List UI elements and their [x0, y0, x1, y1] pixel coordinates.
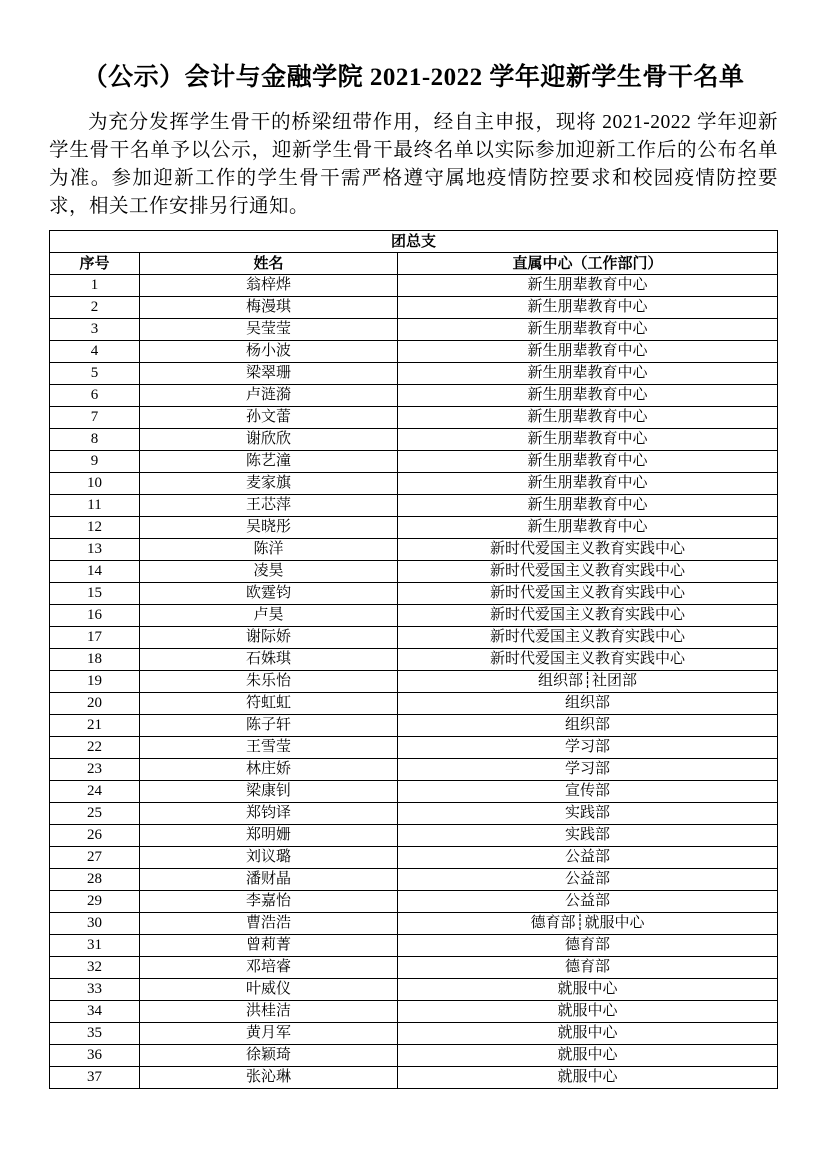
table-row — [49, 737, 777, 759]
table-row — [49, 847, 777, 869]
row-number-cell: 10 — [49, 473, 139, 495]
department-cell: 公益部 — [397, 869, 777, 891]
table-row — [49, 781, 777, 803]
department-cell: 就服中心 — [397, 979, 777, 1001]
row-number-cell: 26 — [49, 825, 139, 847]
name-cell: 陈艺潼 — [139, 451, 397, 473]
department-cell: 新生朋辈教育中心 — [397, 275, 777, 297]
table-row — [49, 715, 777, 737]
table-row — [49, 583, 777, 605]
name-cell: 符虹虹 — [139, 693, 397, 715]
table-row — [49, 935, 777, 957]
row-number-cell: 15 — [49, 583, 139, 605]
table-row — [49, 473, 777, 495]
row-number-cell: 13 — [49, 539, 139, 561]
table-row — [49, 539, 777, 561]
table-row — [49, 363, 777, 385]
column-header-dept: 直属中心（工作部门） — [397, 253, 777, 275]
name-cell: 邓培睿 — [139, 957, 397, 979]
name-cell: 卢昊 — [139, 605, 397, 627]
name-cell: 欧霆钧 — [139, 583, 397, 605]
table-row — [49, 759, 777, 781]
department-cell: 新生朋辈教育中心 — [397, 297, 777, 319]
name-cell: 孙文蕾 — [139, 407, 397, 429]
row-number-cell: 32 — [49, 957, 139, 979]
row-number-cell: 25 — [49, 803, 139, 825]
department-cell: 宣传部 — [397, 781, 777, 803]
row-number-cell: 14 — [49, 561, 139, 583]
department-cell: 新生朋辈教育中心 — [397, 473, 777, 495]
row-number-cell: 3 — [49, 319, 139, 341]
row-number-cell: 7 — [49, 407, 139, 429]
department-cell: 新生朋辈教育中心 — [397, 385, 777, 407]
table-row — [49, 649, 777, 671]
name-cell: 徐颖琦 — [139, 1045, 397, 1067]
row-number-cell: 9 — [49, 451, 139, 473]
table-row — [49, 341, 777, 363]
row-number-cell: 8 — [49, 429, 139, 451]
row-number-cell: 16 — [49, 605, 139, 627]
name-cell: 卢涟漪 — [139, 385, 397, 407]
row-number-cell: 37 — [49, 1067, 139, 1089]
roster-table-body — [49, 275, 777, 1089]
table-row — [49, 451, 777, 473]
name-cell: 王芯萍 — [139, 495, 397, 517]
department-cell: 组织部┊社团部 — [397, 671, 777, 693]
row-number-cell: 30 — [49, 913, 139, 935]
section-header-row — [49, 231, 777, 253]
table-row — [49, 825, 777, 847]
table-row — [49, 1001, 777, 1023]
row-number-cell: 5 — [49, 363, 139, 385]
table-row — [49, 891, 777, 913]
row-number-cell: 36 — [49, 1045, 139, 1067]
name-cell: 谢际娇 — [139, 627, 397, 649]
department-cell: 学习部 — [397, 737, 777, 759]
table-row — [49, 429, 777, 451]
page-title: （公示）会计与金融学院 2021-2022 学年迎新学生骨干名单 — [82, 64, 745, 91]
name-cell: 曹浩浩 — [139, 913, 397, 935]
name-cell: 王雪莹 — [139, 737, 397, 759]
name-cell: 洪桂洁 — [139, 1001, 397, 1023]
row-number-cell: 18 — [49, 649, 139, 671]
department-cell: 新生朋辈教育中心 — [397, 429, 777, 451]
department-cell: 就服中心 — [397, 1045, 777, 1067]
department-cell: 公益部 — [397, 891, 777, 913]
row-number-cell: 11 — [49, 495, 139, 517]
department-cell: 组织部 — [397, 715, 777, 737]
name-cell: 陈子轩 — [139, 715, 397, 737]
table-row — [49, 1067, 777, 1089]
department-cell: 新时代爱国主义教育实践中心 — [397, 539, 777, 561]
table-row — [49, 693, 777, 715]
name-cell: 翁梓烨 — [139, 275, 397, 297]
column-header-row — [49, 253, 777, 275]
row-number-cell: 24 — [49, 781, 139, 803]
department-cell: 德育部 — [397, 935, 777, 957]
department-cell: 实践部 — [397, 825, 777, 847]
row-number-cell: 17 — [49, 627, 139, 649]
department-cell: 就服中心 — [397, 1023, 777, 1045]
department-cell: 新时代爱国主义教育实践中心 — [397, 605, 777, 627]
table-row — [49, 517, 777, 539]
table-row — [49, 627, 777, 649]
row-number-cell: 27 — [49, 847, 139, 869]
name-cell: 陈洋 — [139, 539, 397, 561]
row-number-cell: 33 — [49, 979, 139, 1001]
name-cell: 梁康钊 — [139, 781, 397, 803]
row-number-cell: 20 — [49, 693, 139, 715]
department-cell: 德育部┊就服中心 — [397, 913, 777, 935]
name-cell: 梁翠珊 — [139, 363, 397, 385]
table-row — [49, 869, 777, 891]
column-header-no: 序号 — [49, 253, 139, 275]
department-cell: 德育部 — [397, 957, 777, 979]
column-header-name: 姓名 — [139, 253, 397, 275]
name-cell: 石姝琪 — [139, 649, 397, 671]
department-cell: 就服中心 — [397, 1001, 777, 1023]
department-cell: 学习部 — [397, 759, 777, 781]
department-cell: 新生朋辈教育中心 — [397, 319, 777, 341]
intro-paragraph: 为充分发挥学生骨干的桥梁纽带作用，经自主申报，现将 2021-2022 学年迎新学生骨干名单予以公示，迎新学生骨干最终名单以实际参加迎新工作后的公布名单为准。参加迎新工作的学生骨干需严格遵守属地疫情防控要求和校园疫情防控要求，相关工作安排另行通知。 — [49, 112, 778, 217]
department-cell: 公益部 — [397, 847, 777, 869]
name-cell: 吴莹莹 — [139, 319, 397, 341]
department-cell: 新时代爱国主义教育实践中心 — [397, 561, 777, 583]
table-row — [49, 297, 777, 319]
name-cell: 潘财晶 — [139, 869, 397, 891]
row-number-cell: 2 — [49, 297, 139, 319]
row-number-cell: 29 — [49, 891, 139, 913]
name-cell: 梅漫琪 — [139, 297, 397, 319]
name-cell: 麦家旗 — [139, 473, 397, 495]
name-cell: 谢欣欣 — [139, 429, 397, 451]
name-cell: 凌昊 — [139, 561, 397, 583]
department-cell: 新生朋辈教育中心 — [397, 495, 777, 517]
name-cell: 朱乐怡 — [139, 671, 397, 693]
department-cell: 就服中心 — [397, 1067, 777, 1089]
row-number-cell: 23 — [49, 759, 139, 781]
table-row — [49, 275, 777, 297]
department-cell: 新时代爱国主义教育实践中心 — [397, 583, 777, 605]
name-cell: 郑明姗 — [139, 825, 397, 847]
table-row — [49, 561, 777, 583]
department-cell: 新生朋辈教育中心 — [397, 451, 777, 473]
name-cell: 杨小波 — [139, 341, 397, 363]
table-row — [49, 1045, 777, 1067]
table-row — [49, 803, 777, 825]
table-row — [49, 385, 777, 407]
department-cell: 新时代爱国主义教育实践中心 — [397, 627, 777, 649]
name-cell: 黄月军 — [139, 1023, 397, 1045]
roster-table — [49, 230, 778, 1089]
table-row — [49, 1023, 777, 1045]
row-number-cell: 12 — [49, 517, 139, 539]
row-number-cell: 4 — [49, 341, 139, 363]
row-number-cell: 28 — [49, 869, 139, 891]
name-cell: 张沁琳 — [139, 1067, 397, 1089]
department-cell: 新生朋辈教育中心 — [397, 341, 777, 363]
department-cell: 新生朋辈教育中心 — [397, 363, 777, 385]
row-number-cell: 34 — [49, 1001, 139, 1023]
name-cell: 郑钧译 — [139, 803, 397, 825]
table-row — [49, 957, 777, 979]
row-number-cell: 35 — [49, 1023, 139, 1045]
name-cell: 叶威仪 — [139, 979, 397, 1001]
table-row — [49, 319, 777, 341]
row-number-cell: 19 — [49, 671, 139, 693]
row-number-cell: 31 — [49, 935, 139, 957]
row-number-cell: 1 — [49, 275, 139, 297]
department-cell: 新生朋辈教育中心 — [397, 407, 777, 429]
department-cell: 组织部 — [397, 693, 777, 715]
table-row — [49, 913, 777, 935]
row-number-cell: 6 — [49, 385, 139, 407]
department-cell: 新时代爱国主义教育实践中心 — [397, 649, 777, 671]
row-number-cell: 21 — [49, 715, 139, 737]
table-row — [49, 407, 777, 429]
name-cell: 吴晓彤 — [139, 517, 397, 539]
section-header: 团总支 — [49, 231, 777, 253]
table-row — [49, 605, 777, 627]
department-cell: 实践部 — [397, 803, 777, 825]
table-row — [49, 671, 777, 693]
name-cell: 林庄娇 — [139, 759, 397, 781]
name-cell: 曾莉菁 — [139, 935, 397, 957]
department-cell: 新生朋辈教育中心 — [397, 517, 777, 539]
table-row — [49, 979, 777, 1001]
table-row — [49, 495, 777, 517]
name-cell: 刘议璐 — [139, 847, 397, 869]
row-number-cell: 22 — [49, 737, 139, 759]
name-cell: 李嘉怡 — [139, 891, 397, 913]
